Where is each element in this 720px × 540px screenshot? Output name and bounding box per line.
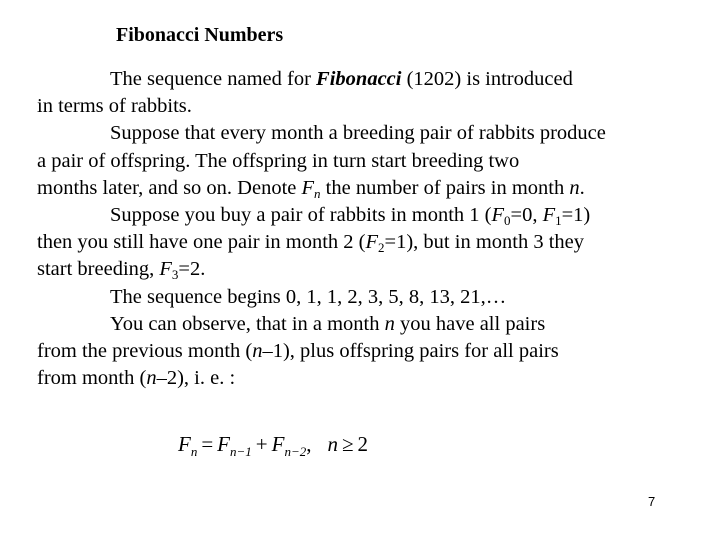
plus-sign: +	[255, 432, 268, 456]
paragraph-3-line-1	[37, 202, 707, 229]
text-run: .	[579, 176, 585, 199]
text-run: (1202) is introduced	[401, 68, 573, 90]
paragraph-1-line-1	[37, 66, 707, 93]
math-subscript: 0	[504, 212, 511, 228]
text-run: months later, and so on. Denote	[37, 176, 302, 199]
paragraph-5-line-3	[37, 365, 707, 392]
paragraph-5-line-2	[37, 338, 707, 365]
fibonacci-name: Fibonacci	[316, 68, 402, 90]
equals-sign: =	[201, 432, 214, 456]
text-run: then you still have one pair in month 2 (	[37, 231, 366, 254]
math-subscript: n−2	[284, 444, 307, 459]
math-var: F	[301, 176, 315, 199]
paragraph-2-line-3	[37, 175, 707, 202]
text-run: You can observe, that in a month	[110, 312, 385, 335]
page-number: 7	[648, 494, 656, 509]
text-run: =0,	[510, 203, 543, 226]
math-var: F	[365, 231, 379, 254]
math-var: n	[569, 176, 580, 199]
text-run: –2), i. e. :	[156, 367, 236, 390]
paragraph-5-line-1	[37, 311, 707, 338]
math-var: n	[327, 432, 338, 456]
math-var: F	[159, 258, 172, 281]
body-text	[37, 66, 707, 392]
geq-sign: ≥	[341, 432, 354, 456]
math-subscript: 1	[555, 212, 562, 228]
text-run: Suppose you buy a pair of rabbits in month 1 (	[110, 203, 492, 226]
math-var: n	[384, 312, 395, 335]
slide-title: Fibonacci Numbers	[116, 24, 284, 46]
text-run: =1), but in month 3 they	[384, 231, 585, 254]
math-subscript: n−1	[230, 444, 252, 459]
math-subscript: n	[314, 185, 321, 201]
text-run: from month (	[37, 367, 147, 390]
paragraph-4-line-1: The sequence begins 0, 1, 1, 2, 3, 5, 8, 13, 21,…	[110, 285, 507, 308]
math-var: F	[542, 203, 556, 226]
math-var: F	[217, 432, 230, 456]
math-subscript: 3	[171, 267, 179, 283]
math-var: F	[491, 203, 505, 226]
math-var: n	[252, 339, 263, 362]
math-number: 2	[357, 432, 369, 456]
paragraph-2-line-2: a pair of offspring. The offspring in turn start breeding two	[37, 149, 520, 172]
text-run: start breeding,	[37, 258, 160, 281]
math-var: F	[178, 432, 191, 456]
math-subscript: n	[190, 444, 198, 459]
text-run: the number of pairs in month	[320, 176, 570, 199]
paragraph-3-line-2	[37, 229, 707, 256]
paragraph-1-line-2: in terms of rabbits.	[37, 95, 192, 118]
math-subscript: 2	[378, 240, 385, 256]
text-run: you have all pairs	[394, 312, 546, 335]
recurrence-formula	[178, 430, 368, 458]
text-run: from the previous month (	[37, 339, 253, 362]
text-run: –1), plus offspring pairs for all pairs	[262, 339, 559, 362]
paragraph-2-line-1: Suppose that every month a breeding pair of rabbits produce	[110, 122, 606, 145]
comma: ,	[306, 432, 312, 456]
paragraph-3-line-3	[37, 256, 707, 283]
math-var: F	[271, 432, 285, 456]
text-run: The sequence named for	[110, 68, 317, 90]
text-run: =1)	[561, 203, 591, 226]
math-var: n	[146, 367, 157, 390]
text-run: =2.	[178, 258, 206, 281]
